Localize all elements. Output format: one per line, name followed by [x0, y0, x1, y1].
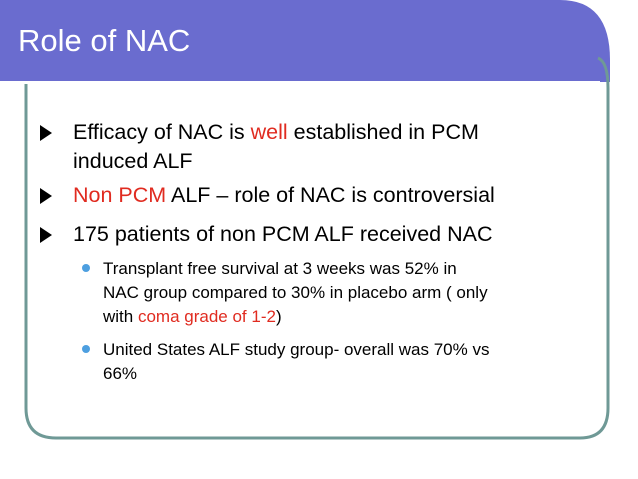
text-run: established in PCM: [287, 120, 479, 144]
subbullet-text: NAC group compared to 30% in placebo arm ( only: [103, 283, 488, 302]
bullet-text: 175 patients of non PCM ALF received NAC: [73, 222, 493, 246]
subbullet-text: United States ALF study group- overall was 70% vs: [103, 340, 490, 359]
highlight-text: well: [250, 120, 288, 144]
triangle-bullet-icon: [40, 188, 52, 204]
subbullet-text: 66%: [103, 364, 138, 383]
bullet-text: induced ALF: [73, 149, 193, 173]
highlight-text: Non PCM: [73, 183, 167, 207]
subbullet-text: [103, 306, 282, 327]
triangle-bullet-icon: [40, 125, 52, 141]
round-bullet-icon: [82, 345, 90, 353]
text-run: ): [275, 307, 282, 326]
subbullet-text: Transplant free survival at 3 weeks was 52% in: [103, 259, 457, 278]
text-run: Efficacy of NAC is: [73, 120, 251, 144]
bullet-text: [73, 181, 495, 210]
slide-title: Role of NAC: [18, 23, 191, 58]
round-bullet-icon: [82, 264, 90, 272]
text-run: ALF – role of NAC is controversial: [166, 183, 495, 207]
bullet-text: [73, 118, 479, 147]
text-run: with: [103, 307, 138, 326]
highlight-text: coma grade of 1-2: [137, 307, 276, 326]
triangle-bullet-icon: [40, 227, 52, 243]
